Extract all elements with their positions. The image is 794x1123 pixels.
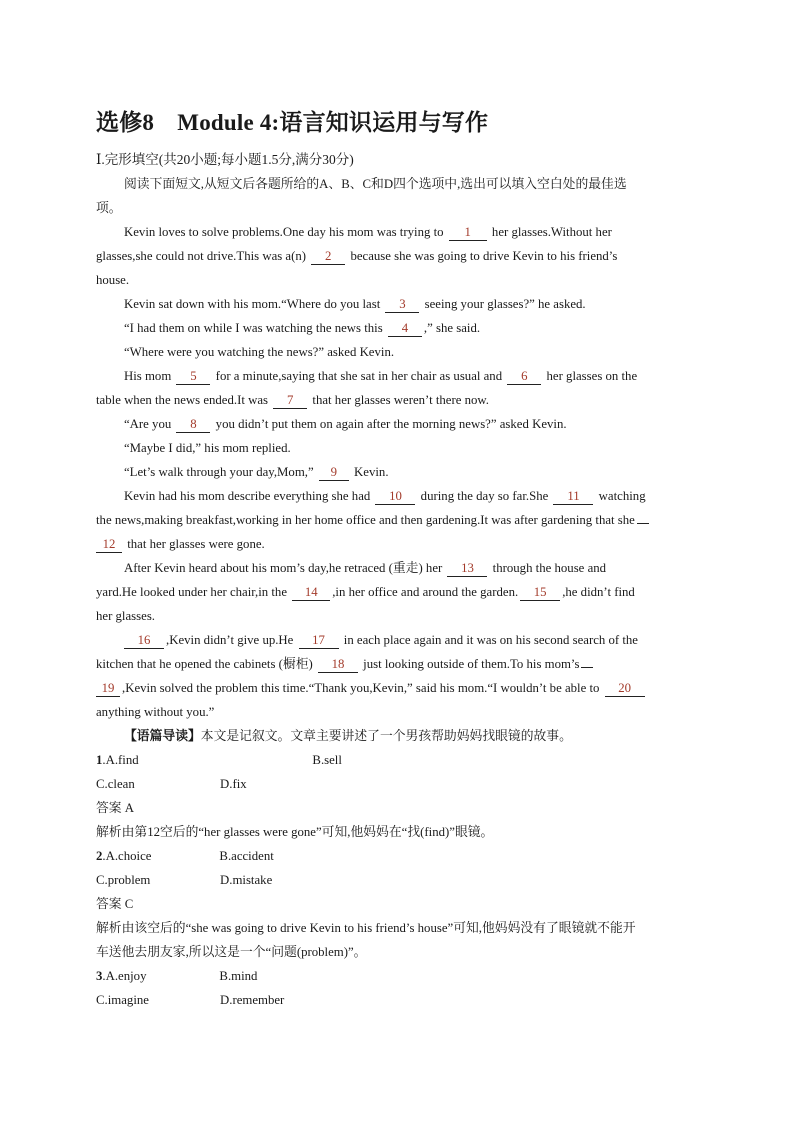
blank-18: 18 [318,656,358,673]
blank-13: 13 [447,560,487,577]
blank-14: 14 [292,584,330,601]
passage-line: glasses,she could not drive.This was a(n) 2 because she was going to drive Kevin to his friend’s [96,249,618,263]
blank-20: 20 [605,680,645,697]
blank-19: 19 [96,680,120,697]
passage-line: Kevin had his mom describe everything she had 10 during the day so far.She 11 watching [124,489,646,503]
passage-line: After Kevin heard about his mom’s day,he retraced (重走) her 13 through the house and [124,561,607,575]
blank-15: 15 [520,584,560,601]
passage-line: anything without you.” [96,705,215,719]
instruction-line-2: 项。 [96,201,122,215]
blank-6: 6 [507,368,541,385]
question-2-answer: 答案 C [96,897,134,911]
blank-11: 11 [553,488,593,505]
blank-2: 2 [311,248,345,265]
passage-line: 19 ,Kevin solved the problem this time.“Thank you,Kevin,” said his mom.“I wouldn’t be able to 20 [96,676,706,700]
question-2-analysis-1: 解析由该空后的“she was going to drive Kevin to his friend’s house”可知,他妈妈没有了眼镜就不能开 [96,921,636,935]
passage-line: her glasses. [96,609,155,623]
passage-line: “Maybe I did,” his mom replied. [124,441,291,455]
blank-7: 7 [273,392,307,409]
blank-17: 17 [299,632,339,649]
passage-line: His mom 5 for a minute,saying that she sat in her chair as usual and 6 her glasses on the [124,369,638,383]
question-3-options-row-2: C.imagine D.remember [96,993,285,1007]
section-heading: Ⅰ.完形填空(共20小题;每小题1.5分,满分30分) [96,152,354,167]
passage-line: Kevin sat down with his mom.“Where do you last 3 seeing your glasses?” he asked. [124,297,586,311]
passage-line: the news,making breakfast,working in her home office and then gardening.It was after gardening that she [96,508,706,532]
question-1-analysis: 解析由第12空后的“her glasses were gone”可知,他妈妈在“找(find)”眼镜。 [96,825,494,839]
blank-4: 4 [388,320,422,337]
blank-16: 16 [124,632,164,649]
passage-line: “I had them on while I was watching the news this 4 ,” she said. [124,321,481,335]
blank-19-start [581,667,593,668]
blank-10: 10 [375,488,415,505]
passage-line: house. [96,273,130,287]
blank-9: 9 [319,464,349,481]
passage-line: “Let’s walk through your day,Mom,” 9 Kevin. [124,465,389,479]
instruction-line-1: 阅读下面短文,从短文后各题所给的A、B、C和D四个选项中,选出可以填入空白处的最佳选 [124,177,627,191]
question-2-options-row-1: 2.A.choice B.accident [96,849,274,863]
question-1-options-row-1: 1.A.find B.sell [96,753,342,767]
reading-guide: 【语篇导读】本文是记叙文。文章主要讲述了一个男孩帮助妈妈找眼镜的故事。 [124,729,572,743]
question-1-options-row-2: C.clean D.fix [96,777,247,791]
question-1-answer: 答案 A [96,801,135,815]
page-title: 选修8 Module 4:语言知识运用与写作 [96,110,489,135]
blank-8: 8 [176,416,210,433]
passage-line: Kevin loves to solve problems.One day his mom was trying to 1 her glasses.Without her [124,225,612,239]
passage-line: “Are you 8 you didn’t put them on again after the morning news?” asked Kevin. [124,417,567,431]
passage-line: 16 ,Kevin didn’t give up.He 17 in each place again and it was on his second search of the [124,628,734,652]
passage-line: 12 that her glasses were gone. [96,532,706,556]
passage-line: kitchen that he opened the cabinets (橱柜) 18 just looking outside of them.To his mom’s [96,652,706,676]
passage-line: “Where were you watching the news?” asked Kevin. [124,345,395,359]
passage-line: yard.He looked under her chair,in the 14 ,in her office and around the garden. 15 ,he didn’t find [96,585,635,599]
question-2-options-row-2: C.problem D.mistake [96,873,273,887]
question-2-analysis-2: 车送他去朋友家,所以这是一个“问题(problem)”。 [96,945,367,959]
question-3-options-row-1: 3.A.enjoy B.mind [96,969,258,983]
blank-12: 12 [96,536,122,553]
blank-1: 1 [449,224,487,241]
blank-12-start [637,523,649,524]
blank-5: 5 [176,368,210,385]
passage-line: table when the news ended.It was 7 that her glasses weren’t there now. [96,393,490,407]
blank-3: 3 [385,296,419,313]
